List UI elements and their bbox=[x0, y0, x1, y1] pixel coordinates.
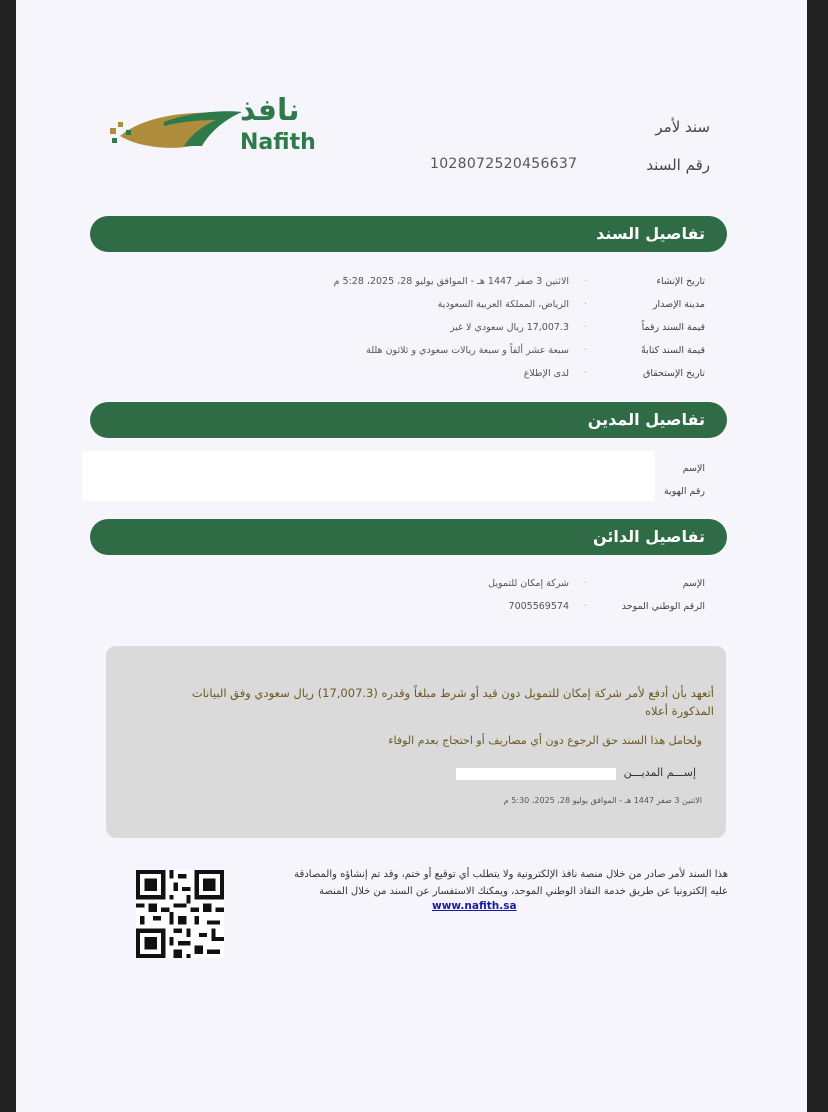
row-label: الإسم bbox=[682, 578, 705, 589]
row-separator: · bbox=[583, 276, 587, 287]
bond-details-banner: تفاصيل السند bbox=[90, 216, 727, 252]
bond-row-due-date bbox=[105, 368, 705, 388]
pledge-line-1: أتعهد بأن أدفع لأمر شركة إمكان للتمويل دون قيد أو شرط مبلغاً وقدره (17,007.3) ريال سعودي وفق البيانات bbox=[191, 686, 714, 700]
creditor-row-name bbox=[105, 578, 705, 598]
row-value: شركة إمكان للتمويل bbox=[488, 578, 569, 589]
bond-row-city bbox=[105, 299, 705, 319]
qr-code bbox=[136, 870, 224, 958]
row-value: 7005569574 bbox=[508, 601, 569, 612]
footer-disclaimer: هذا السند لأمر صادر من خلال منصة نافذ الإلكترونية ولا يتطلب أي توقيع أو ختم، وقد تم إنشاؤه والمصادقة عليه إلكترونيا عن طريق خدمة النفاذ الوطني الموحد، ويمكنك الاستفسار عن السند من خلال المنصة bbox=[294, 869, 728, 897]
row-separator: · bbox=[583, 601, 587, 612]
row-separator: · bbox=[583, 322, 587, 333]
bond-row-amount-words bbox=[105, 345, 705, 365]
pledge-box bbox=[106, 646, 726, 838]
creditor-row-national-number bbox=[105, 601, 705, 621]
debtor-row-id bbox=[105, 486, 705, 506]
bond-number: 1028072520456637 bbox=[430, 156, 578, 172]
row-value: الرياض، المملكة العربية السعودية bbox=[437, 299, 569, 310]
row-separator: · bbox=[583, 368, 587, 379]
row-label: الإسم bbox=[682, 463, 705, 474]
row-value: لدى الإطلاع bbox=[523, 368, 569, 379]
pledge-line-3: ولحامل هذا السند حق الرجوع دون أي مصاريف أو احتجاج بعدم الوفاء bbox=[388, 734, 702, 747]
debtor-signature-label: إســـم المديـــن bbox=[623, 766, 696, 779]
row-label: تاريخ الإستحقاق bbox=[642, 368, 705, 379]
row-value: سبعة عشر ألفاً و سبعة ريالات سعودي و ثلاثون هللة bbox=[366, 345, 569, 356]
nafith-website-link[interactable]: www.nafith.sa bbox=[432, 900, 517, 912]
document-type: سند لأمر bbox=[655, 118, 710, 136]
bond-row-amount-number bbox=[105, 322, 705, 342]
row-label: مدينة الإصدار bbox=[652, 299, 705, 310]
pledge-line-2: المذكورة أعلاه bbox=[645, 704, 714, 718]
logo-text-arabic: نافذ bbox=[240, 93, 300, 128]
row-separator: · bbox=[583, 299, 587, 310]
row-value: الاثنين 3 صفر 1447 هـ - الموافق يوليو 28، 2025، 5:28 م bbox=[333, 276, 569, 287]
bond-number-label: رقم السند bbox=[646, 156, 710, 174]
promissory-note-document bbox=[16, 0, 807, 1112]
row-label: رقم الهوية bbox=[663, 486, 705, 497]
bond-row-created bbox=[105, 276, 705, 296]
row-label: الرقم الوطني الموحد bbox=[621, 601, 705, 612]
debtor-details-banner: تفاصيل المدين bbox=[90, 402, 727, 438]
logo-text-english: Nafith bbox=[240, 130, 316, 155]
row-label: قيمة السند كتابةً bbox=[641, 345, 705, 356]
row-separator: · bbox=[583, 578, 587, 589]
pledge-date: الاثنين 3 صفر 1447 هـ - الموافق يوليو 28، 2025، 5:30 م bbox=[503, 796, 702, 805]
debtor-row-name bbox=[105, 463, 705, 483]
row-value: 17,007.3 ريال سعودي لا غير bbox=[449, 322, 569, 333]
creditor-details-banner: تفاصيل الدائن bbox=[90, 519, 727, 555]
row-separator: · bbox=[583, 345, 587, 356]
row-label: تاريخ الإنشاء bbox=[656, 276, 705, 287]
redacted-debtor-name bbox=[456, 768, 616, 780]
row-label: قيمة السند رقماً bbox=[641, 322, 705, 333]
